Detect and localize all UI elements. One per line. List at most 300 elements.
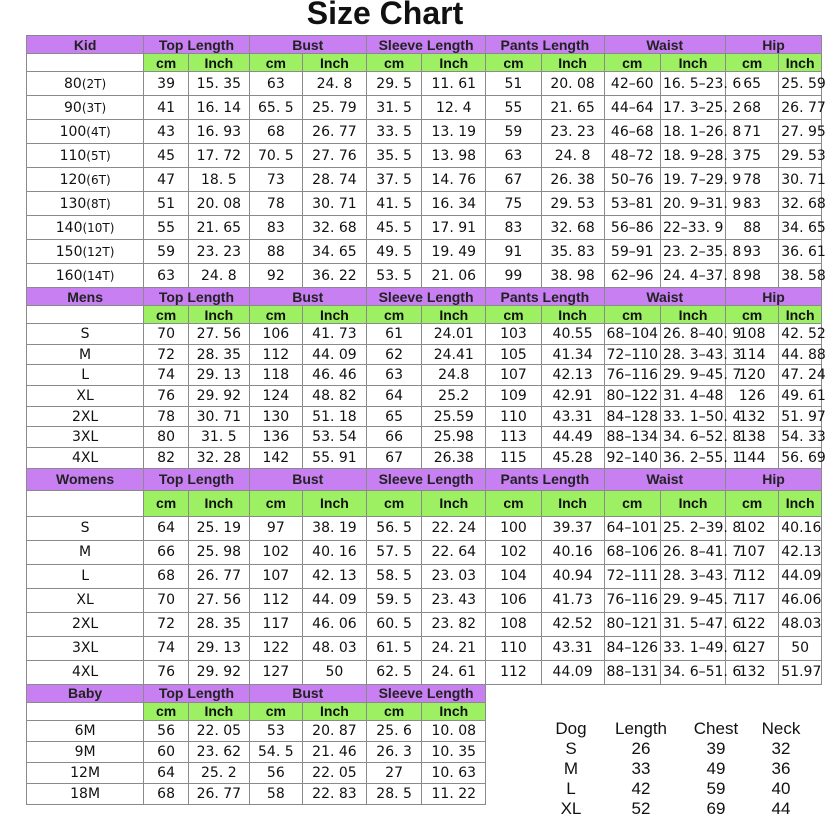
unit-header-cm: cm [486, 490, 541, 516]
size-label [27, 96, 144, 120]
size-value: S [80, 520, 90, 537]
value-cell: 21. 65 [188, 216, 249, 240]
unit-header-inch: Inch [779, 54, 822, 72]
value-cell: 72 [144, 612, 189, 636]
value-cell: 72–110 [604, 344, 660, 365]
value-cell: 88 [249, 240, 302, 264]
value-cell: 56 [144, 720, 189, 741]
value-cell: 35. 5 [366, 144, 421, 168]
size-label [27, 240, 144, 264]
size-value: 120 [59, 171, 87, 188]
value-cell: 51. 97 [779, 406, 822, 427]
value-cell: 26. 3 [366, 741, 421, 762]
value-cell: 23. 2–35. 8 [660, 240, 725, 264]
unit-header-cm: cm [486, 306, 541, 324]
value-cell: 78 [726, 168, 779, 192]
value-cell: 32. 68 [779, 192, 822, 216]
value-cell: 93 [726, 240, 779, 264]
value-cell: 84–128 [604, 406, 660, 427]
unit-header-inch: Inch [302, 490, 366, 516]
size-value: M [79, 346, 92, 363]
value-cell: 56 [249, 762, 302, 783]
size-sub: (8T) [86, 196, 111, 211]
size-label [27, 720, 144, 741]
measure-header: Top Length [144, 468, 250, 490]
value-cell: 118 [249, 365, 302, 386]
value-cell: 44.09 [541, 660, 604, 684]
value-cell: 62 [366, 344, 421, 365]
value-cell: 32. 68 [541, 216, 604, 240]
unit-header-inch: Inch [541, 490, 604, 516]
value-cell: 41.73 [541, 588, 604, 612]
value-cell: 108 [486, 612, 541, 636]
size-value: 150 [55, 243, 83, 260]
measure-header: Bust [249, 288, 366, 306]
value-cell: 51 [486, 72, 541, 96]
unit-header-cm: cm [249, 490, 302, 516]
value-cell: 29. 5 [366, 72, 421, 96]
value-cell: 65 [726, 72, 779, 96]
dog-row [540, 799, 810, 819]
unit-header-cm: cm [366, 702, 421, 720]
value-cell: 55 [144, 216, 189, 240]
size-label [27, 612, 144, 636]
size-sub: (4T) [86, 124, 111, 139]
value-cell: 42.91 [541, 386, 604, 407]
value-cell: 16. 34 [422, 192, 486, 216]
size-label [27, 564, 144, 588]
value-cell: 27 [366, 762, 421, 783]
size-value: L [81, 367, 89, 384]
dog-row [540, 739, 810, 759]
value-cell: 24. 8 [541, 144, 604, 168]
value-cell: 112 [249, 344, 302, 365]
value-cell: 21. 46 [302, 741, 366, 762]
value-cell: 26. 77 [779, 96, 822, 120]
value-cell: 63 [144, 264, 189, 288]
unit-header-inch: Inch [302, 306, 366, 324]
blank-cell [27, 490, 144, 516]
value-cell: 88–134 [604, 427, 660, 448]
value-cell: 22. 05 [302, 762, 366, 783]
measure-header: Pants Length [486, 288, 604, 306]
dog-value: 49 [706, 759, 726, 778]
dog-value: M [563, 759, 579, 778]
value-cell: 108 [726, 324, 779, 345]
value-cell: 54. 33 [779, 427, 822, 448]
unit-header-inch: Inch [302, 54, 366, 72]
value-cell: 22. 24 [422, 516, 486, 540]
size-label [27, 427, 144, 448]
value-cell: 67 [486, 168, 541, 192]
size-value: 6M [74, 722, 96, 739]
value-cell: 83 [486, 216, 541, 240]
size-label [27, 588, 144, 612]
value-cell: 10. 08 [422, 720, 486, 741]
value-cell: 36. 2–55. 1 [660, 448, 725, 469]
size-sub: (6T) [86, 172, 111, 187]
value-cell: 76 [144, 660, 189, 684]
dog-value: 39 [706, 739, 726, 758]
value-cell: 99 [486, 264, 541, 288]
size-label [27, 762, 144, 783]
value-cell: 70. 5 [249, 144, 302, 168]
value-cell: 25. 6 [366, 720, 421, 741]
dog-header-row [540, 719, 810, 739]
value-cell: 64 [144, 762, 189, 783]
value-cell: 122 [249, 636, 302, 660]
unit-header-inch: Inch [422, 702, 486, 720]
value-cell: 68–106 [604, 540, 660, 564]
value-cell: 29. 13 [188, 365, 249, 386]
value-cell: 64 [144, 516, 189, 540]
value-cell: 138 [726, 427, 779, 448]
dog-value: 33 [631, 759, 651, 778]
measure-header: Sleeve Length [366, 684, 485, 702]
value-cell: 28. 74 [302, 168, 366, 192]
value-cell: 110 [486, 636, 541, 660]
value-cell: 53. 5 [366, 264, 421, 288]
measure-header: Top Length [144, 288, 250, 306]
value-cell: 48–72 [604, 144, 660, 168]
unit-header-cm: cm [144, 490, 189, 516]
unit-header-inch: Inch [541, 54, 604, 72]
dog-header: Neck [761, 719, 801, 738]
value-cell: 76–116 [604, 588, 660, 612]
measure-header: Waist [604, 288, 725, 306]
dog-value: S [565, 739, 577, 758]
value-cell: 38. 98 [541, 264, 604, 288]
value-cell: 28. 3–43. 3 [660, 344, 725, 365]
value-cell: 59. 5 [366, 588, 421, 612]
value-cell: 102 [726, 516, 779, 540]
value-cell: 29. 92 [188, 386, 249, 407]
value-cell: 54. 5 [249, 741, 302, 762]
value-cell: 44. 09 [302, 588, 366, 612]
value-cell: 34. 65 [302, 240, 366, 264]
size-label [27, 72, 144, 96]
value-cell: 50 [779, 636, 822, 660]
value-cell: 43.31 [541, 406, 604, 427]
value-cell: 83 [249, 216, 302, 240]
size-value: 9M [74, 743, 96, 760]
measure-header: Waist [604, 468, 725, 490]
unit-header-cm: cm [726, 54, 779, 72]
value-cell: 102 [249, 540, 302, 564]
value-cell: 31. 5 [366, 96, 421, 120]
value-cell: 59–91 [604, 240, 660, 264]
value-cell: 64 [366, 386, 421, 407]
value-cell: 117 [726, 588, 779, 612]
value-cell: 26. 38 [541, 168, 604, 192]
dog-header: Length [615, 719, 667, 738]
unit-header-inch: Inch [541, 306, 604, 324]
value-cell: 24.8 [422, 365, 486, 386]
value-cell: 33. 5 [366, 120, 421, 144]
value-cell: 25. 98 [188, 540, 249, 564]
value-cell: 98 [726, 264, 779, 288]
unit-header-inch: Inch [188, 306, 249, 324]
measure-header: Waist [604, 36, 725, 54]
value-cell: 32. 68 [302, 216, 366, 240]
value-cell: 31. 5 [188, 427, 249, 448]
value-cell: 29. 9–45. 7 [660, 588, 725, 612]
dog-value: 36 [771, 759, 791, 778]
measure-header: Hip [726, 468, 822, 490]
unit-header-cm: cm [604, 54, 660, 72]
value-cell: 29. 53 [541, 192, 604, 216]
size-label [27, 516, 144, 540]
value-cell: 53 [249, 720, 302, 741]
value-cell: 26. 77 [188, 564, 249, 588]
size-value: 3XL [71, 429, 99, 446]
value-cell: 24.41 [422, 344, 486, 365]
value-cell: 13. 98 [422, 144, 486, 168]
value-cell: 70 [144, 588, 189, 612]
value-cell: 51. 18 [302, 406, 366, 427]
size-label [27, 783, 144, 804]
value-cell: 11. 22 [422, 783, 486, 804]
value-cell: 16. 14 [188, 96, 249, 120]
value-cell: 60 [144, 741, 189, 762]
dog-value: XL [560, 799, 582, 818]
size-label [27, 365, 144, 386]
value-cell: 18. 9–28. 3 [660, 144, 725, 168]
size-value: 4XL [71, 449, 99, 466]
value-cell: 51 [144, 192, 189, 216]
value-cell: 40.94 [541, 564, 604, 588]
value-cell: 40.16 [779, 516, 822, 540]
value-cell: 107 [726, 540, 779, 564]
value-cell: 22. 83 [302, 783, 366, 804]
value-cell: 58. 5 [366, 564, 421, 588]
value-cell: 26. 8–40. 9 [660, 324, 725, 345]
value-cell: 25. 79 [302, 96, 366, 120]
value-cell: 34. 6–52. 8 [660, 427, 725, 448]
value-cell: 132 [726, 660, 779, 684]
value-cell: 12. 4 [422, 96, 486, 120]
value-cell: 144 [726, 448, 779, 469]
unit-header-cm: cm [726, 306, 779, 324]
size-label [27, 216, 144, 240]
value-cell: 47. 24 [779, 365, 822, 386]
size-label [27, 406, 144, 427]
value-cell: 17. 3–25. 2 [660, 96, 725, 120]
size-label [27, 264, 144, 288]
value-cell: 46. 46 [302, 365, 366, 386]
value-cell: 21. 06 [422, 264, 486, 288]
value-cell: 104 [486, 564, 541, 588]
value-cell: 42–60 [604, 72, 660, 96]
dog-value: 59 [706, 779, 726, 798]
size-label [27, 344, 144, 365]
measure-header: Sleeve Length [366, 468, 485, 490]
unit-header-cm: cm [486, 54, 541, 72]
page-title: Size Chart [306, 0, 464, 31]
value-cell: 44. 88 [779, 344, 822, 365]
value-cell: 126 [726, 386, 779, 407]
dog-value: L [566, 779, 576, 798]
blank-cell [486, 684, 822, 702]
value-cell: 66 [144, 540, 189, 564]
size-sub: (12T) [82, 244, 115, 259]
value-cell: 23. 82 [422, 612, 486, 636]
dog-size-table [540, 719, 810, 819]
value-cell: 19. 7–29. 9 [660, 168, 725, 192]
value-cell: 20. 08 [188, 192, 249, 216]
value-cell: 23. 23 [541, 120, 604, 144]
size-value: S [80, 325, 90, 342]
value-cell: 74 [144, 365, 189, 386]
value-cell: 25. 2 [188, 762, 249, 783]
size-sub: (3T) [81, 100, 107, 115]
value-cell: 112 [726, 564, 779, 588]
value-cell: 127 [726, 636, 779, 660]
value-cell: 10. 35 [422, 741, 486, 762]
measure-header: Sleeve Length [366, 288, 485, 306]
unit-header-cm: cm [604, 306, 660, 324]
value-cell: 18. 1–26. 8 [660, 120, 725, 144]
size-label [27, 636, 144, 660]
blank-cell [27, 306, 144, 324]
value-cell: 46–68 [604, 120, 660, 144]
value-cell: 40.16 [541, 540, 604, 564]
value-cell: 63 [249, 72, 302, 96]
size-label [27, 168, 144, 192]
measure-header: Hip [726, 288, 822, 306]
size-value: 100 [59, 123, 87, 140]
value-cell: 106 [486, 588, 541, 612]
size-label [27, 324, 144, 345]
value-cell: 58 [249, 783, 302, 804]
value-cell: 88–131 [604, 660, 660, 684]
dog-row [540, 759, 810, 779]
value-cell: 23. 62 [188, 741, 249, 762]
value-cell: 41.34 [541, 344, 604, 365]
value-cell: 35. 83 [541, 240, 604, 264]
value-cell: 106 [249, 324, 302, 345]
value-cell: 75 [726, 144, 779, 168]
value-cell: 22–33. 9 [660, 216, 725, 240]
value-cell: 20. 9–31. 9 [660, 192, 725, 216]
value-cell: 48. 03 [302, 636, 366, 660]
size-value: 3XL [71, 640, 99, 657]
value-cell: 53. 54 [302, 427, 366, 448]
value-cell: 11. 61 [422, 72, 486, 96]
value-cell: 28. 5 [366, 783, 421, 804]
value-cell: 24. 4–37. 8 [660, 264, 725, 288]
value-cell: 27. 56 [188, 588, 249, 612]
size-sub: (2T) [81, 76, 107, 91]
measure-header: Hip [726, 36, 822, 54]
value-cell: 112 [249, 588, 302, 612]
value-cell: 44.49 [541, 427, 604, 448]
value-cell: 117 [249, 612, 302, 636]
size-value: 140 [55, 219, 83, 236]
section-label: Kid [27, 36, 144, 54]
value-cell: 42.13 [779, 540, 822, 564]
value-cell: 47 [144, 168, 189, 192]
value-cell: 10. 63 [422, 762, 486, 783]
value-cell: 13. 19 [422, 120, 486, 144]
size-value: 130 [59, 195, 87, 212]
value-cell: 92 [249, 264, 302, 288]
value-cell: 68 [144, 564, 189, 588]
value-cell: 26. 77 [302, 120, 366, 144]
value-cell: 29. 13 [188, 636, 249, 660]
value-cell: 36. 22 [302, 264, 366, 288]
measure-header: Bust [249, 684, 366, 702]
value-cell: 44–64 [604, 96, 660, 120]
value-cell: 43.31 [541, 636, 604, 660]
value-cell: 30. 71 [302, 192, 366, 216]
value-cell: 31. 5–47. 6 [660, 612, 725, 636]
unit-header-inch: Inch [660, 54, 725, 72]
unit-header-cm: cm [726, 490, 779, 516]
value-cell: 31. 4–48 [660, 386, 725, 407]
value-cell: 27. 76 [302, 144, 366, 168]
value-cell: 29. 92 [188, 660, 249, 684]
value-cell: 84–126 [604, 636, 660, 660]
value-cell: 25. 59 [779, 72, 822, 96]
value-cell: 76 [144, 386, 189, 407]
size-value: 18M [70, 785, 101, 802]
value-cell: 32. 28 [188, 448, 249, 469]
section-label: Baby [27, 684, 144, 702]
value-cell: 26. 8–41. 7 [660, 540, 725, 564]
value-cell: 80 [144, 427, 189, 448]
value-cell: 34. 65 [779, 216, 822, 240]
value-cell: 30. 71 [779, 168, 822, 192]
value-cell: 48. 82 [302, 386, 366, 407]
dog-header: Dog [555, 719, 587, 738]
value-cell: 43 [144, 120, 189, 144]
dog-value: 52 [631, 799, 651, 818]
size-value: 110 [59, 147, 87, 164]
blank-cell [27, 54, 144, 72]
value-cell: 45.28 [541, 448, 604, 469]
value-cell: 72 [144, 344, 189, 365]
value-cell: 25.59 [422, 406, 486, 427]
value-cell: 63 [486, 144, 541, 168]
value-cell: 78 [144, 406, 189, 427]
value-cell: 27. 56 [188, 324, 249, 345]
value-cell: 71 [726, 120, 779, 144]
value-cell: 127 [249, 660, 302, 684]
size-sub: (10T) [82, 220, 115, 235]
value-cell: 57. 5 [366, 540, 421, 564]
unit-header-cm: cm [144, 306, 189, 324]
value-cell: 42. 52 [779, 324, 822, 345]
section-label: Womens [27, 468, 144, 490]
value-cell: 59 [144, 240, 189, 264]
value-cell: 55. 91 [302, 448, 366, 469]
value-cell: 39.37 [541, 516, 604, 540]
value-cell: 83 [726, 192, 779, 216]
value-cell: 24. 8 [302, 72, 366, 96]
section-label: Mens [27, 288, 144, 306]
dog-value: 44 [771, 799, 791, 818]
value-cell: 29. 53 [779, 144, 822, 168]
value-cell: 40.55 [541, 324, 604, 345]
value-cell: 22. 05 [188, 720, 249, 741]
value-cell: 114 [726, 344, 779, 365]
dog-value: 42 [631, 779, 651, 798]
unit-header-cm: cm [366, 54, 421, 72]
value-cell: 56. 5 [366, 516, 421, 540]
unit-header-inch: Inch [302, 702, 366, 720]
value-cell: 100 [486, 516, 541, 540]
